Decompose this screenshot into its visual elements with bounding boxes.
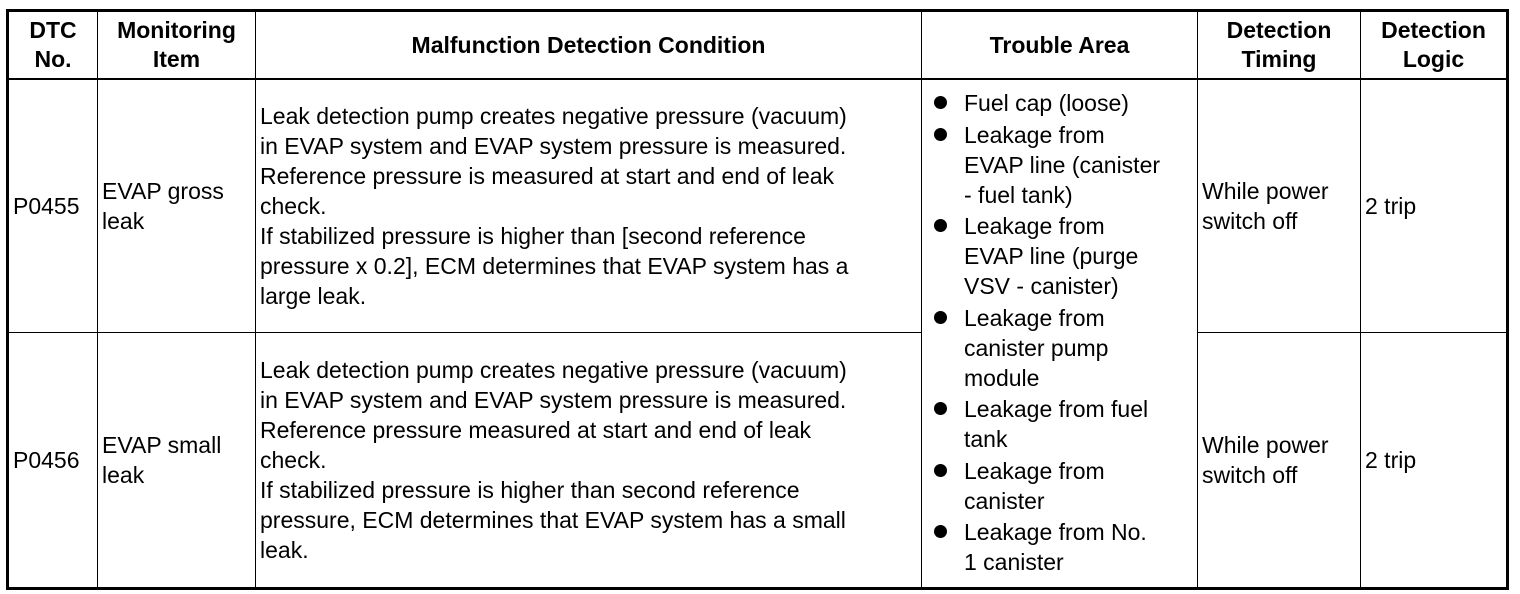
header-detection-timing: Detection Timing — [1198, 11, 1361, 80]
header-trouble-area: Trouble Area — [922, 11, 1198, 80]
trouble-area-list — [926, 88, 1193, 577]
bullet-icon — [934, 96, 947, 109]
trouble-area-item: Fuel cap (loose) — [926, 88, 1193, 118]
table-row — [8, 79, 1508, 333]
monitoring-item: EVAP gross leak — [98, 79, 256, 333]
bullet-icon — [934, 128, 947, 141]
detection-condition: Leak detection pump creates negative pressure (vacuum) in EVAP system and EVAP system pressure is measured. Reference pressure measured at start and end of leak check. If stabilized pressure is higher than second reference pressure, ECM determines that EVAP system has a small leak. — [256, 333, 922, 589]
detection-timing: While power switch off — [1198, 79, 1361, 333]
header-condition: Malfunction Detection Condition — [256, 11, 922, 80]
header-monitoring-item: Monitoring Item — [98, 11, 256, 80]
monitoring-item: EVAP small leak — [98, 333, 256, 589]
detection-condition: Leak detection pump creates negative pressure (vacuum) in EVAP system and EVAP system pressure is measured. Reference pressure is measured at start and end of leak check. If stabilized pressure is higher than [second reference pressure x 0.2], ECM determines that EVAP system has a large leak. — [256, 79, 922, 333]
header-row — [8, 11, 1508, 80]
table-row — [8, 333, 1508, 589]
header-detection-logic: Detection Logic — [1361, 11, 1508, 80]
bullet-icon — [934, 402, 947, 415]
header-dtc-no: DTC No. — [8, 11, 98, 80]
trouble-area-item: Leakage from canister pump module — [926, 303, 1193, 393]
trouble-area-item: Leakage from No. 1 canister — [926, 517, 1193, 577]
detection-logic: 2 trip — [1361, 79, 1508, 333]
bullet-icon — [934, 464, 947, 477]
trouble-area-item: Leakage from canister — [926, 456, 1193, 516]
trouble-area-list-cell — [922, 79, 1198, 589]
bullet-icon — [934, 311, 947, 324]
dtc-code: P0456 — [8, 333, 98, 589]
dtc-code: P0455 — [8, 79, 98, 333]
trouble-area-item: Leakage from EVAP line (purge VSV - canister) — [926, 211, 1193, 301]
trouble-area-item: Leakage from EVAP line (canister - fuel tank) — [926, 120, 1193, 210]
dtc-table — [6, 9, 1509, 590]
detection-timing: While power switch off — [1198, 333, 1361, 589]
dtc-table-container — [6, 9, 1506, 590]
trouble-area-item: Leakage from fuel tank — [926, 394, 1193, 454]
detection-logic: 2 trip — [1361, 333, 1508, 589]
bullet-icon — [934, 525, 947, 538]
bullet-icon — [934, 219, 947, 232]
